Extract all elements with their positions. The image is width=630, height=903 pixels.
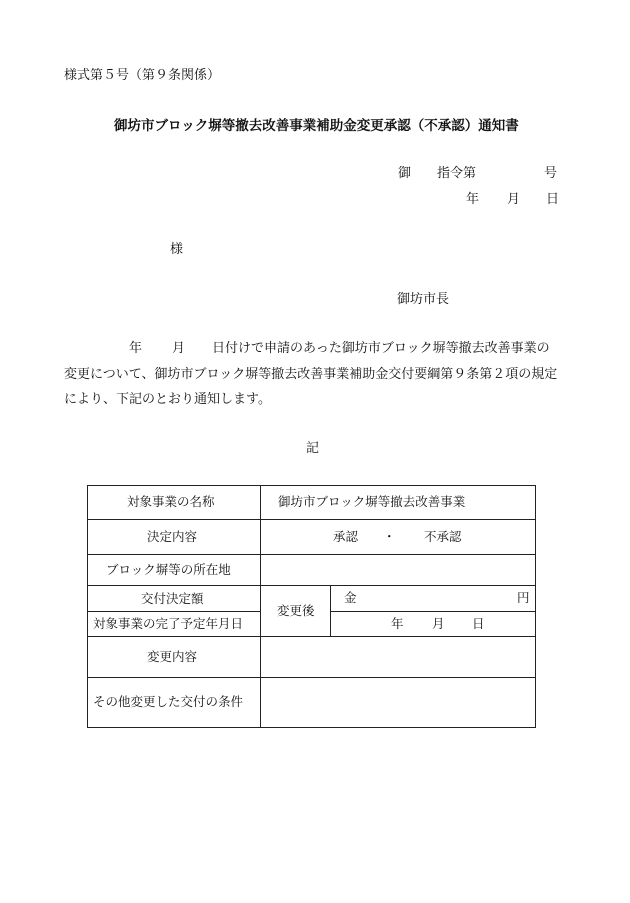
amount-unit: 円 (517, 590, 530, 605)
body-text-line-2: 変更について、御坊市ブロック塀等撤去改善事業補助金交付要綱第９条第２項の規定 (64, 367, 558, 382)
recipient-honorific: 様 (170, 242, 184, 257)
completion-month-label: 月 (432, 616, 445, 631)
decision-separator: ・ (383, 529, 396, 544)
issuer-name: 御坊市長 (397, 292, 450, 307)
table-rule-5 (87, 636, 536, 637)
reference-label: 指令第 (437, 166, 477, 181)
table-subcolumn-divider (330, 585, 331, 636)
table-rule-4b (330, 611, 536, 612)
table-border-bottom (87, 727, 536, 728)
reference-prefix: 御 (398, 166, 412, 181)
body-month-label: 月 (172, 341, 186, 356)
details-table (87, 485, 536, 728)
reference-suffix: 号 (544, 166, 558, 181)
table-column-divider (260, 485, 261, 728)
date-month-label: 月 (507, 192, 521, 207)
decision-approve-option: 承認 (333, 529, 359, 544)
location-label: ブロック塀等の所在地 (106, 562, 231, 577)
body-text-line-3: により、下記のとおり通知します。 (64, 392, 271, 407)
table-border-left (87, 485, 88, 728)
ki-heading: 記 (306, 441, 320, 456)
change-details-label: 変更内容 (147, 649, 198, 664)
body-year-label: 年 (129, 341, 143, 356)
completion-date-label: 対象事業の完了予定年月日 (93, 616, 244, 631)
table-border-top (87, 485, 536, 486)
table-rule-6 (87, 677, 536, 678)
project-name-value: 御坊市ブロック塀等撤去改善事業 (278, 494, 466, 509)
completion-day-label: 日 (472, 616, 485, 631)
project-name-label: 対象事業の名称 (127, 494, 215, 509)
decision-label: 決定内容 (147, 529, 198, 544)
body-text-line-1: 日付けで申請のあった御坊市ブロック塀等撤去改善事業の (212, 341, 550, 356)
table-rule-2 (87, 554, 536, 555)
completion-year-label: 年 (391, 616, 404, 631)
grant-amount-label: 交付決定額 (141, 591, 204, 606)
amount-prefix: 金 (344, 590, 357, 605)
form-number: 様式第５号（第９条関係） (64, 68, 221, 83)
other-conditions-label: その他変更した交付の条件 (93, 694, 244, 709)
date-day-label: 日 (546, 192, 560, 207)
table-rule-1 (87, 519, 536, 520)
table-border-right (535, 485, 536, 728)
date-year-label: 年 (466, 192, 480, 207)
document-title: 御坊市ブロック塀等撤去改善事業補助金変更承認（不承認）通知書 (114, 118, 519, 134)
table-rule-4a (87, 611, 261, 612)
after-change-label: 変更後 (277, 603, 315, 618)
decision-reject-option: 不承認 (424, 529, 462, 544)
table-rule-3 (87, 585, 536, 586)
